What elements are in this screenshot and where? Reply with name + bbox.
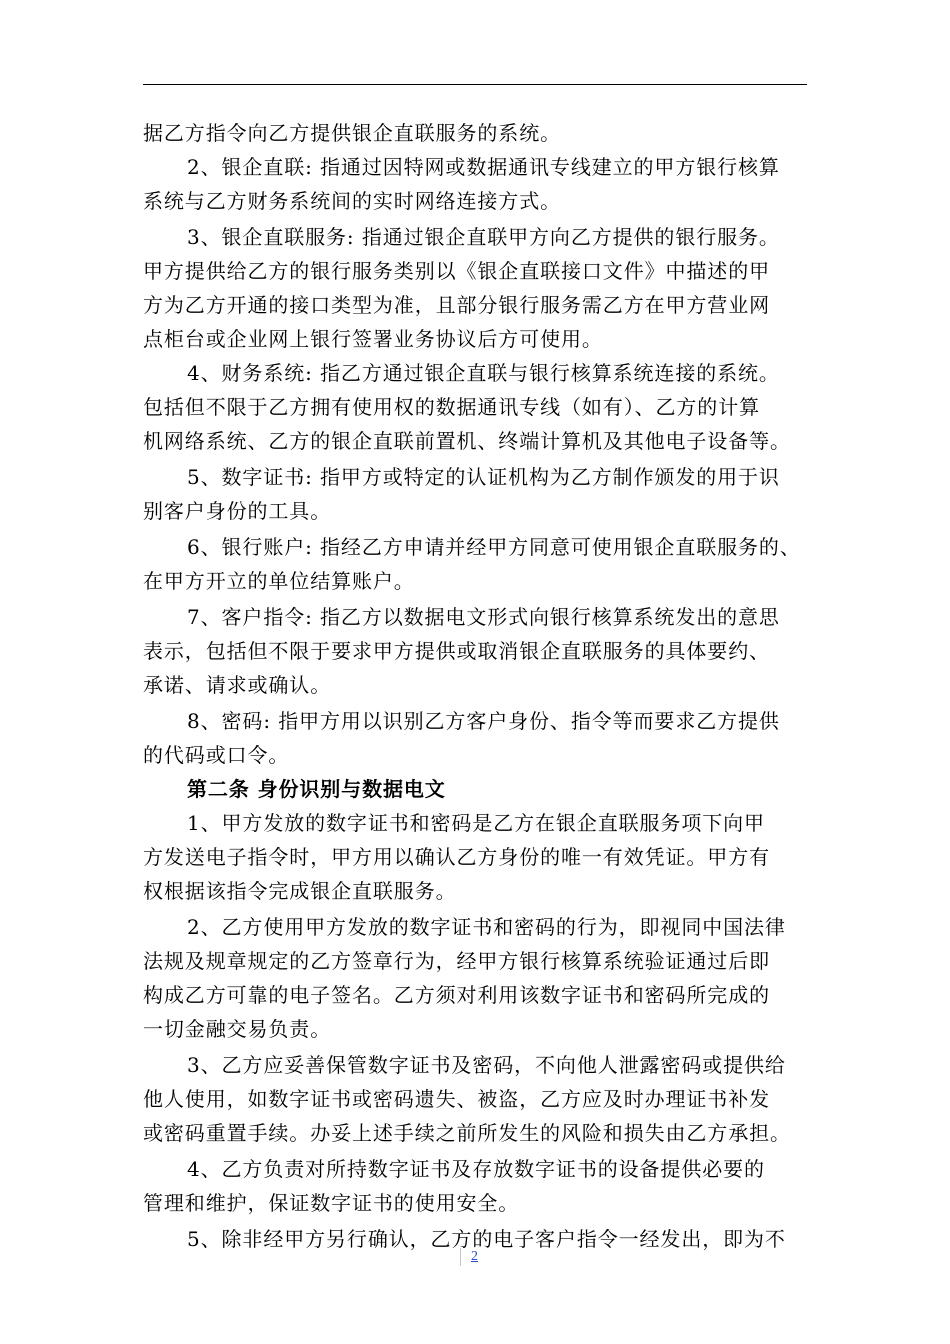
paragraph-line: 2、乙方使用甲方发放的数字证书和密码的行为，即视同中国法律 (187, 915, 786, 939)
paragraph-line: 3、银企直联服务: 指通过银企直联甲方向乙方提供的银行服务。 (187, 225, 780, 249)
paragraph-line: 方为乙方开通的接口类型为准，且部分银行服务需乙方在甲方营业网 (143, 293, 770, 317)
paragraph-line: 构成乙方可靠的电子签名。乙方须对利用该数字证书和密码所完成的 (143, 983, 770, 1007)
paragraph-line: 6、银行账户: 指经乙方申请并经甲方同意可使用银企直联服务的、 (187, 535, 801, 559)
paragraph-line: 方发送电子指令时，甲方用以确认乙方身份的唯一有效凭证。甲方有 (143, 845, 770, 869)
paragraph-line: 4、财务系统: 指乙方通过银企直联与银行核算系统连接的系统。 (187, 361, 780, 385)
paragraph-line: 2、银企直联: 指通过因特网或数据通讯专线建立的甲方银行核算 (187, 155, 780, 179)
section-heading: 第二条 身份识别与数据电文 (187, 777, 446, 801)
paragraph-line: 包括但不限于乙方拥有使用权的数据通讯专线（如有）、乙方的计算 (143, 395, 760, 419)
paragraph-line: 点柜台或企业网上银行签署业务协议后方可使用。 (143, 327, 603, 351)
paragraph-line: 或密码重置手续。办妥上述手续之前所发生的风险和损失由乙方承担。 (143, 1121, 791, 1145)
paragraph-line: 4、乙方负责对所持数字证书及存放数字证书的设备提供必要的 (187, 1157, 765, 1181)
header-rule (143, 84, 807, 85)
paragraph-line: 8、密码: 指甲方用以识别乙方客户身份、指令等而要求乙方提供 (187, 709, 780, 733)
paragraph-line: 在甲方开立的单位结算账户。 (143, 569, 415, 593)
paragraph-line: 1、甲方发放的数字证书和密码是乙方在银企直联服务项下向甲 (187, 811, 765, 835)
paragraph-line: 承诺、请求或确认。 (143, 673, 332, 697)
paragraph-line: 据乙方指令向乙方提供银企直联服务的系统。 (143, 121, 561, 145)
page-footer (0, 1248, 950, 1268)
paragraph-line: 系统与乙方财务系统间的实时网络连接方式。 (143, 189, 561, 213)
footer-divider (460, 1248, 461, 1266)
paragraph-line: 权根据该指令完成银企直联服务。 (143, 879, 457, 903)
paragraph-line: 3、乙方应妥善保管数字证书及密码，不向他人泄露密码或提供给 (187, 1053, 786, 1077)
document-body (143, 116, 809, 1256)
paragraph-line: 5、除非经甲方另行确认，乙方的电子客户指令一经发出，即为不 (187, 1227, 786, 1251)
paragraph-line: 7、客户指令: 指乙方以数据电文形式向银行核算系统发出的意思 (187, 605, 780, 629)
paragraph-line: 管理和维护，保证数字证书的使用安全。 (143, 1191, 520, 1215)
paragraph-line: 甲方提供给乙方的银行服务类别以《银企直联接口文件》中描述的甲 (143, 259, 770, 283)
paragraph-line: 5、数字证书: 指甲方或特定的认证机构为乙方制作颁发的用于识 (187, 465, 780, 489)
paragraph-line: 法规及规章规定的乙方签章行为，经甲方银行核算系统验证通过后即 (143, 949, 770, 973)
paragraph-line: 的代码或口令。 (143, 743, 290, 767)
page-number[interactable]: 2 (471, 1249, 478, 1264)
paragraph-line: 一切金融交易负责。 (143, 1017, 332, 1041)
paragraph-line: 他人使用，如数字证书或密码遗失、被盗，乙方应及时办理证书补发 (143, 1087, 770, 1111)
paragraph-line: 表示，包括但不限于要求甲方提供或取消银企直联服务的具体要约、 (143, 639, 770, 663)
paragraph-line: 机网络系统、乙方的银企直联前置机、终端计算机及其他电子设备等。 (143, 429, 791, 453)
paragraph-line: 别客户身份的工具。 (143, 499, 332, 523)
